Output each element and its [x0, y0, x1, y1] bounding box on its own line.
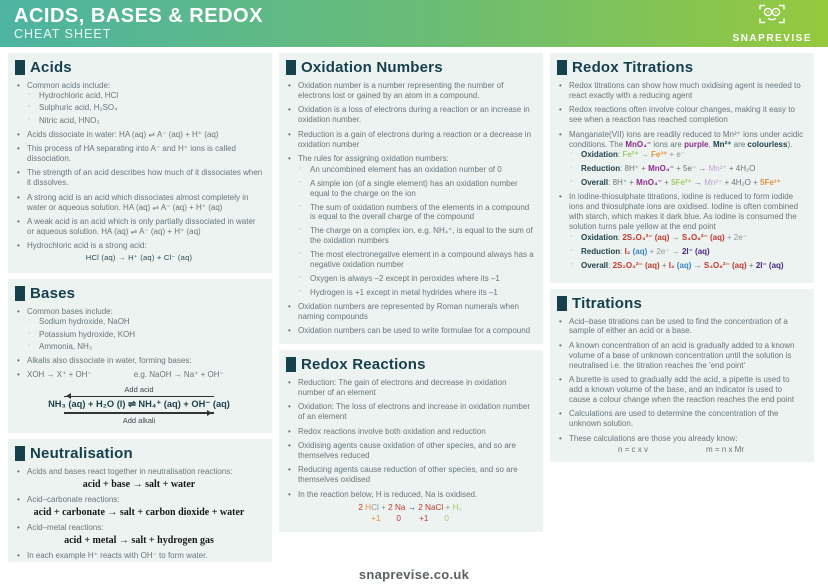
list-subitem: ◦ The most electronegative element in a compound always has a negative oxidation number	[298, 250, 534, 270]
list-item: • In the reaction below, H is reduced, Na is oxidised.	[286, 490, 534, 500]
list-item: • Redox reactions often involve colour changes, making it easy to see when a reaction has reached completion	[557, 105, 805, 125]
oxidation-numbers-card	[279, 53, 543, 344]
list-item: • Oxidation is a loss of electrons during a reaction or an increase in oxidation number.	[286, 105, 534, 125]
list-item: • Manganate(VII) ions are readily reduced to Mn²⁺ ions under acidic conditions. The MnO₄⁻ ions are purple, Mn²⁺ are colourless).	[557, 130, 805, 150]
list-item: • The rules for assigning oxidation numbers:	[286, 154, 534, 164]
redox-reactions-title: Redox Reactions	[301, 356, 426, 374]
left-arrow-icon	[64, 396, 214, 398]
redox-example-equation	[286, 502, 534, 524]
list-item: • In iodine-thiosulphate titrations, iodine is reduced to form iodide ions and thiosulphate ions are oxidised. Iodine is often combined with starch, which makes it dark blue. As iodine is consumed the solution turns pale yellow at the end point	[557, 192, 805, 232]
redox-titrations-title: Redox Titrations	[572, 59, 694, 76]
titrations-card-header	[557, 295, 805, 312]
section-marker-icon	[15, 60, 25, 75]
middle-column	[279, 53, 543, 532]
add-alkali-label: Add alkali	[122, 415, 156, 425]
bases-card	[8, 279, 272, 433]
list-subitem: ◦ Hydrochloric acid, HCl	[27, 91, 263, 101]
list-item: • A weak acid is an acid which is only partially dissociated in water or aqueous solution. HA (aq) ⇌ A⁻ (aq) + H⁺ (aq)	[15, 217, 263, 237]
header-titles	[14, 6, 263, 41]
section-marker-icon	[557, 60, 567, 75]
brand-name: SNAPREVISE	[732, 33, 812, 44]
acids-card	[8, 53, 272, 273]
section-marker-icon	[15, 286, 25, 301]
list-item: • This process of HA separating into A⁻ and H⁺ ions is called dissociation.	[15, 144, 263, 164]
list-item: • Redox reactions involve both oxidation and reduction	[286, 427, 534, 437]
list-item: • A strong acid is an acid which dissociates almost completely in water or aqueous solution. HA (aq) ⇌ A⁻ (aq) + H⁺ (aq)	[15, 193, 263, 213]
list-item: • The strength of an acid describes how much of it dissociates when it dissolves.	[15, 168, 263, 188]
header-bar	[0, 0, 828, 47]
list-item: • Reduction: The gain of electrons and decrease in oxidation number of an element	[286, 378, 534, 398]
list-item: • Oxidation number is a number representing the number of electrons lost or gained by an atom in a compound.	[286, 81, 534, 101]
list-subitem: ◦ Oxidation: 2S₂O₃²⁻ (aq) → S₄O₆²⁻ (aq) + 2e⁻	[569, 233, 805, 243]
iodine-equations-sublist	[557, 233, 805, 271]
list-item: • Hydrochloric acid is a strong acid:	[15, 241, 263, 251]
snaprevise-glasses-icon	[757, 3, 787, 32]
list-item: • Oxidation numbers are represented by Roman numerals when naming compounds	[286, 302, 534, 322]
bases-sublist	[15, 317, 263, 352]
list-subitem: ◦ A simple ion (of a single element) has an oxidation number equal to the charge on the ion	[298, 179, 534, 199]
list-subitem: ◦ Nitric acid, HNO₃	[27, 116, 263, 126]
list-item: • Reducing agents cause reduction of other species, and so are themselves oxidised	[286, 465, 534, 485]
bases-card-header	[15, 285, 263, 302]
redox-titrations-card	[550, 53, 814, 283]
list-subitem: ◦ Reduction: 8H⁺ + MnO₄⁻ + 5e⁻ → Mn²⁺ + 4H₂O	[569, 164, 805, 174]
oxidation-numbers-title: Oxidation Numbers	[301, 59, 443, 76]
oxidation-rules-sublist	[286, 165, 534, 298]
page-subtitle: CHEAT SHEET	[14, 27, 112, 42]
list-subitem: ◦ Hydrogen is +1 except in metal hydrides where its –1	[298, 288, 534, 298]
list-subitem: ◦ Ammonia, NH₃	[27, 342, 263, 352]
right-column	[550, 53, 814, 462]
list-item: • Oxidising agents cause oxidation of other species, and so are themselves reduced	[286, 441, 534, 461]
titrations-title: Titrations	[572, 294, 643, 312]
list-item: • Common bases include:	[15, 307, 263, 317]
acids-sublist	[15, 91, 263, 126]
list-item: • Oxidation: The loss of electrons and increase in oxidation number of an element	[286, 402, 534, 422]
sheet-body	[0, 47, 828, 573]
mass-moles-formula: m = n x Mr	[706, 445, 745, 455]
calculation-formulas	[557, 445, 805, 454]
acids-title: Acids	[30, 59, 72, 76]
moles-concentration-formula: n = c x v	[617, 445, 648, 455]
section-marker-icon	[557, 296, 567, 311]
list-subitem: ◦ The charge on a complex ion, e.g. NH₄⁺, is equal to the sum of the oxidation numbers	[298, 226, 534, 246]
list-item: • These calculations are those you already know:	[557, 434, 805, 444]
list-subitem: ◦ Overall: 8H⁺ + MnO₄⁻ + 5Fe²⁺ → Mn²⁺ + 4H₂O + 5Fe³⁺	[569, 178, 805, 188]
list-subitem: ◦ The sum of oxidation numbers of the elements in a compound is equal to the overall charge of the compound	[298, 203, 534, 223]
section-marker-icon	[286, 357, 296, 372]
neutralisation-title: Neutralisation	[30, 444, 133, 462]
list-item: • Acid–metal reactions:	[15, 523, 263, 533]
oxidation-states-line: +1 0 +1 0	[371, 513, 449, 523]
list-item: • Redox titrations can show how much oxidising agent is needed to react exactly with a reducing agent	[557, 81, 805, 101]
list-subitem: ◦ Sodium hydroxide, NaOH	[27, 317, 263, 327]
list-item: • In each example H⁺ reacts with OH⁻ to form water.	[15, 551, 263, 561]
list-subitem: ◦ Overall: 2S₂O₃²⁻ (aq) + I₂ (aq) → S₄O₆²⁻ (aq) + 2I⁻ (aq)	[569, 261, 805, 271]
list-item: • A burette is used to gradually add the acid, a pipette is used to add a known volume of the base, and an indicator is used to cause a colour change when the reaction reaches the end point	[557, 375, 805, 405]
section-marker-icon	[286, 60, 296, 75]
list-item: • Calculations are used to determine the concentration of the unknown solution.	[557, 409, 805, 429]
list-item: • Alkalis also dissociate in water, forming bases:	[15, 356, 263, 366]
list-subitem: ◦ Reduction: I₂ (aq) + 2e⁻ → 2I⁻ (aq)	[569, 247, 805, 257]
page-title: ACIDS, BASES & REDOX	[14, 5, 263, 28]
bases-title: Bases	[30, 285, 76, 303]
brand-block	[733, 3, 812, 44]
footer-url: snaprevise.co.uk	[358, 566, 470, 582]
list-subitem: ◦ An uncombined element has an oxidation number of 0	[298, 165, 534, 175]
neutralisation-card	[8, 439, 272, 573]
redox-reactions-card	[279, 350, 543, 532]
redox-titrations-card-header	[557, 59, 805, 76]
list-item: • Oxidation numbers can be used to write formulae for a compound	[286, 326, 534, 336]
redox-reactions-card-header	[286, 356, 534, 373]
redox-equation-line: 2 HCl + 2 Na → 2 NaCl + H₂	[358, 502, 462, 512]
list-item: • Common acids include:	[15, 81, 263, 91]
ammonia-equilibrium-formula: NH₃ (aq) + H₂O (l) ⇌ NH₄⁺ (aq) + OH⁻ (aq)	[48, 399, 230, 410]
right-arrow-icon	[64, 412, 214, 414]
manganate-equations-sublist	[557, 150, 805, 188]
acid-base-word-equation: acid + base → salt + water	[82, 478, 196, 490]
hcl-dissociation-formula: HCl (aq) → H⁺ (aq) + Cl⁻ (aq)	[85, 253, 193, 263]
list-item: • Acid–carbonate reactions:	[15, 495, 263, 505]
xoh-formula: • XOH → X⁺ + OH⁻	[27, 370, 92, 380]
acid-carbonate-word-equation: acid + carbonate → salt + carbon dioxide + water	[33, 506, 245, 518]
oxidation-numbers-card-header	[286, 59, 534, 76]
list-item: • Acids and bases react together in neutralisation reactions:	[15, 467, 263, 477]
acid-metal-word-equation: acid + metal → salt + hydrogen gas	[64, 534, 214, 546]
acids-card-header	[15, 59, 263, 76]
list-item	[15, 370, 263, 380]
footer-bar	[0, 562, 828, 586]
list-subitem: ◦ Oxidation: Fe²⁺ → Fe³⁺ + e⁻	[569, 150, 805, 160]
section-marker-icon	[15, 446, 25, 461]
list-subitem: ◦ Sulphuric acid, H₂SO₄	[27, 103, 263, 113]
naoh-example-formula: e.g. NaOH → Na⁺ + OH⁻	[133, 370, 224, 380]
list-item: • Acid–base titrations can be used to find the concentration of a sample of either an acid or a base.	[557, 317, 805, 337]
list-subitem: ◦ Oxygen is always –2 except in peroxides where its –1	[298, 274, 534, 284]
list-subitem: ◦ Potassium hydroxide, KOH	[27, 330, 263, 340]
titrations-card	[550, 289, 814, 463]
list-item: • A known concentration of an acid is gradually added to a known volume of a base of unknown concentration until the solution is neutralised i.e. the titration reaches the 'end point'	[557, 341, 805, 371]
add-acid-label: Add acid	[124, 384, 154, 394]
neutralisation-card-header	[15, 445, 263, 462]
list-item: • Acids dissociate in water: HA (aq) ⇌ A⁻ (aq) + H⁺ (aq)	[15, 130, 263, 140]
equilibrium-diagram	[15, 385, 263, 425]
list-item: • Reduction is a gain of electrons during a reaction or a decrease in oxidation number	[286, 130, 534, 150]
left-column	[8, 53, 272, 573]
